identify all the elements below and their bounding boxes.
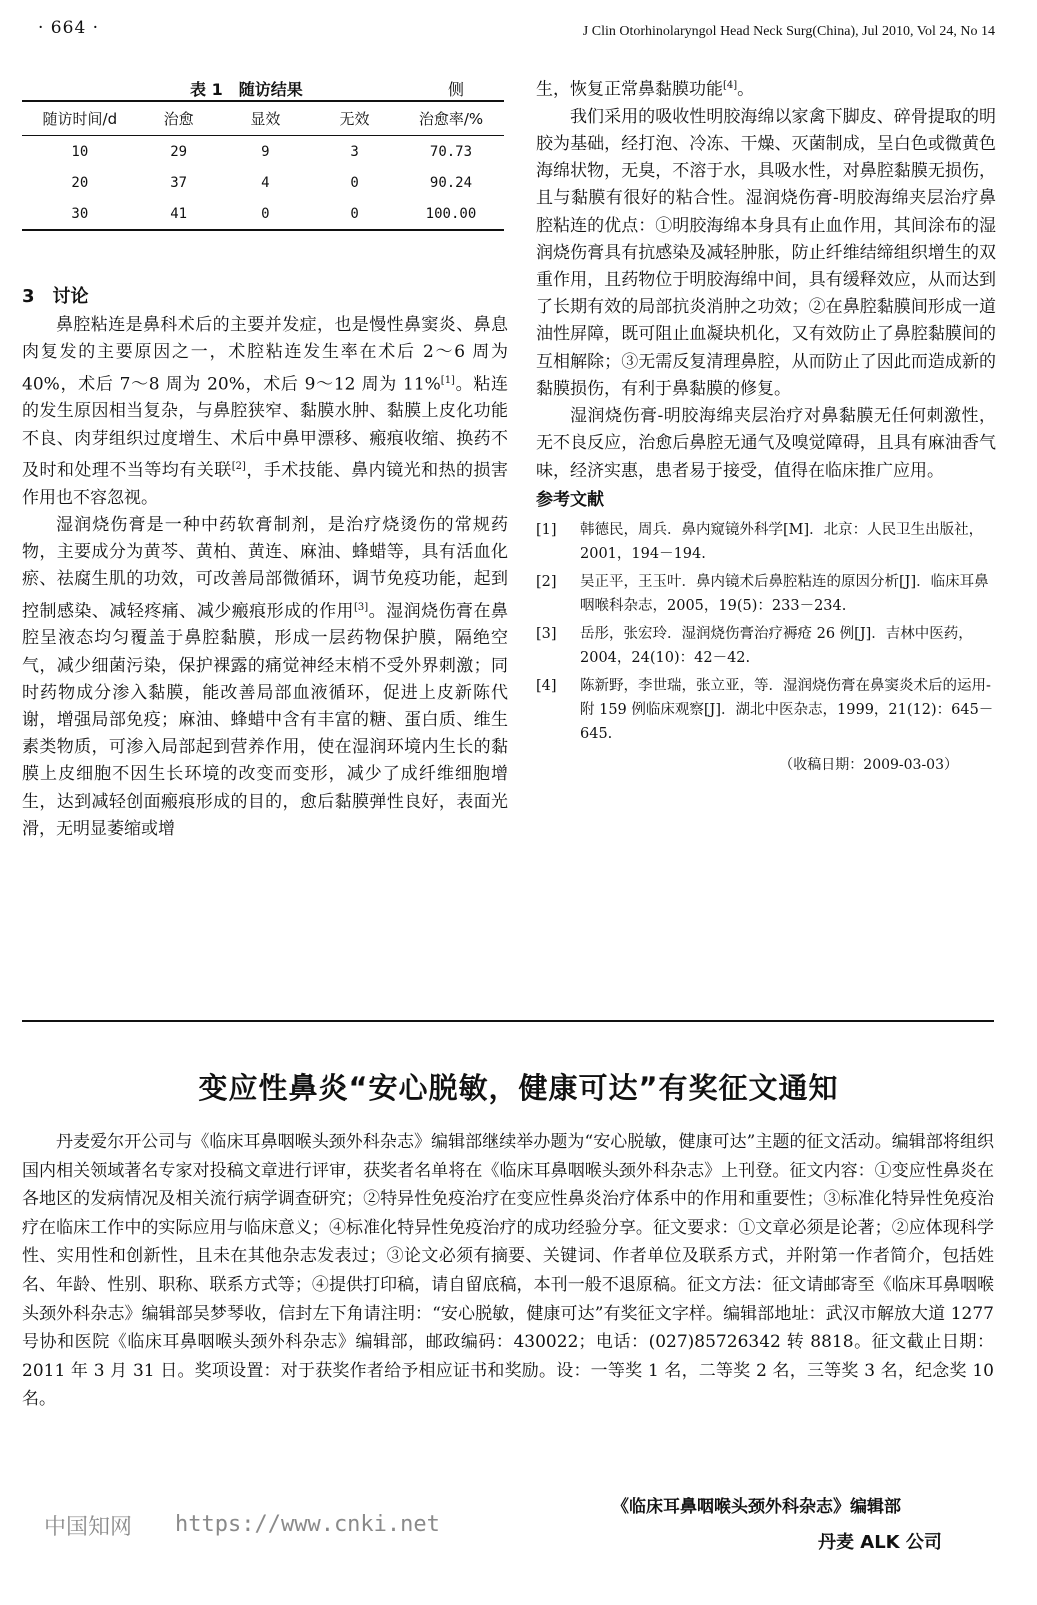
text-run: 。湿润烧伤膏在鼻腔呈液态均匀覆盖于鼻腔黏膜，形成一层药物保护膜，隔绝空气，减少细菌污染，保护裸露的痛觉神经末梢不受外界刺激；同时药物成分渗入黏膜，能改善局部血液循环，促进上皮新陈代谢，增强局部免疫；麻油、蜂蜡中含有丰富的糖、蛋白质、维生素类物质，可渗入局部起到营养作用，使在湿润环境内生长的黏膜上皮细胞不因生长环境的改变而变形，减少了成纤维细胞增生，达到减轻创面瘢痕形成的目的，愈后黏膜弹性良好，表面光滑，无明显萎缩或增 (22, 601, 509, 839)
text-run: ，手术技能、鼻内镜光和热的损害作用也不容忽视。 (22, 460, 509, 508)
discussion-paragraph-2 (22, 512, 508, 843)
signature-company: 丹麦 ALK 公司 (818, 1532, 942, 1553)
table-cell: 41 (138, 198, 220, 230)
table-cell: 0 (350, 174, 359, 191)
table-cell: 3 (350, 143, 359, 160)
text-run: 。 (737, 79, 755, 100)
text-run: 鼻腔粘连是鼻科术后的主要并发症，也是慢性鼻窦炎、鼻息肉复发的主要原因之一，术腔粘连发生率在术后 2～6 周为 40%，术后 7～8 周为 20%，术后 9～12 周为 11% (22, 315, 508, 395)
reference-text: 韩德民，周兵．鼻内窥镜外科学[M]．北京：人民卫生出版社，2001，194－194. (580, 521, 984, 562)
section-heading-discussion: 3 讨论 (22, 286, 89, 307)
received-date: （收稿日期：2009-03-03） (779, 756, 958, 773)
column-header: 随访时间/d (22, 101, 138, 136)
citation: [2] (231, 460, 246, 472)
citation: [1] (440, 374, 455, 386)
references-heading: 参考文献 (536, 489, 604, 510)
reference-number: [3] (536, 625, 557, 642)
section-divider (22, 1020, 994, 1022)
table-cell: 4 (261, 174, 270, 191)
text-run: 。粘连的发生原因相当复杂，与鼻腔狭窄、黏膜水肿、黏膜上皮化功能不良、肉芽组织过度增生、术后中鼻甲漂移、瘢痕收缩、换药不及时和处理不当等均有关联 (22, 374, 509, 481)
table-cell: 100.00 (398, 198, 504, 230)
reference-number: [4] (536, 677, 557, 694)
table-cell: 90.24 (429, 174, 473, 191)
column-header: 治愈率/% (398, 101, 504, 136)
reference-number: [1] (536, 521, 557, 538)
column-header: 显效 (220, 101, 312, 136)
table-cell: 29 (170, 143, 188, 160)
table-header-row (22, 101, 504, 136)
table-cell: 70.73 (429, 143, 473, 160)
table-row (22, 136, 504, 168)
discussion-paragraph-4: 湿润烧伤膏-明胶海绵夹层治疗对鼻黏膜无任何刺激性，无不良反应，治愈后鼻腔无通气及嗅觉障碍，且具有麻油香气味，经济实惠，患者易于接受，值得在临床推广应用。 (536, 406, 996, 481)
reference-text: 岳彤，张宏玲．湿润烧伤膏治疗褥疮 26 例[J]．吉林中医药，2004，24(10)：42－42. (580, 625, 973, 666)
table-cell: 9 (261, 143, 270, 160)
reference-text: 吴正平，王玉叶．鼻内镜术后鼻腔粘连的原因分析[J]．临床耳鼻咽喉科杂志，2005，19(5)：233－234. (580, 573, 989, 614)
citation: [4] (723, 80, 738, 91)
signature-editorial-office: 《临床耳鼻咽喉头颈外科杂志》编辑部 (612, 1497, 901, 1517)
column-header: 无效 (311, 101, 398, 136)
reference-item (536, 674, 996, 746)
journal-running-header: J Clin Otorhinolaryngol Head Neck Surg(China), Jul 2010, Vol 24, No 14 (582, 24, 995, 39)
page-number: · 664 · (38, 18, 100, 38)
table-cell: 37 (170, 174, 188, 191)
reference-item (536, 518, 996, 566)
table-row (22, 167, 504, 198)
table-cell: 0 (220, 198, 312, 230)
table-title: 表 1 随访结果 (190, 80, 303, 99)
table-cell: 10 (71, 143, 89, 160)
text-run: 湿润烧伤膏是一种中药软膏制剂，是治疗烧烫伤的常规药物，主要成分为黄芩、黄柏、黄连、麻油、蜂蜡等，具有活血化瘀、祛腐生肌的功效，可改善局部微循环，调节免疫功能，起到控制感染、减轻疼痛、减少瘢痕形成的作用 (22, 514, 508, 622)
watermark-url: https://www.cnki.net (175, 1512, 440, 1537)
citation: [3] (354, 601, 369, 613)
reference-number: [2] (536, 573, 557, 590)
notice-title: 变应性鼻炎“安心脱敏，健康可达”有奖征文通知 (198, 1071, 839, 1105)
text-run: 生，恢复正常鼻黏膜功能 (536, 79, 723, 100)
watermark-site-name: 中国知网 (44, 1515, 133, 1540)
column-header: 治愈 (138, 101, 220, 136)
discussion-paragraph-3: 我们采用的吸收性明胶海绵以家禽下脚皮、碎骨提取的明胶为基础，经打泡、冷冻、干燥、灭菌制成，呈白色或微黄色海绵状物，无臭，不溶于水，具吸水性，对鼻腔黏膜无损伤，且与黏膜有很好的粘合性。湿润烧伤膏-明胶海绵夹层治疗鼻腔粘连的优点：①明胶海绵本身具有止血作用，其间涂布的湿润烧伤膏具有抗感染及减轻肿胀，防止纤维结缔组织增生的双重作用，且药物位于明胶海绵中间，具有缓释效应，从而达到了长期有效的局部抗炎消肿之功效；②在鼻腔黏膜间形成一道油性屏障，既可阻止血凝块机化，又有效防止了鼻腔黏膜间的互相解除；③无需反复清理鼻腔，从而防止了因此而造成新的黏膜损伤，有利于鼻黏膜的修复。 (536, 106, 996, 399)
table-cell: 0 (311, 198, 398, 230)
left-column (22, 283, 508, 843)
discussion-paragraph-1 (22, 312, 508, 512)
right-column (536, 72, 996, 779)
table-row (22, 198, 504, 230)
table-cell: 30 (22, 198, 138, 230)
table-unit: 侧 (448, 80, 465, 99)
notice-body (22, 1128, 994, 1414)
reference-item (536, 570, 996, 618)
notice-paragraph: 丹麦爱尔开公司与《临床耳鼻咽喉头颈外科杂志》编辑部继续举办题为“安心脱敏，健康可达”主题的征文活动。编辑部将组织国内相关领域著名专家对投稿文章进行评审，获奖者名单将在《临床耳鼻咽喉头颈外科杂志》上刊登。征文内容：①变应性鼻炎在各地区的发病情况及相关流行病学调查研究；②特异性免疫治疗在变应性鼻炎治疗体系中的作用和重要性；③标准化特异性免疫治疗在临床工作中的实际应用与临床意义；④标准化特异性免疫治疗的成功经验分享。征文要求：①文章必须是论著；②应体现科学性、实用性和创新性，且未在其他杂志发表过；③论文必须有摘要、关键词、作者单位及联系方式，并附第一作者简介，包括姓名、年龄、性别、职称、联系方式等；④提供打印稿，请自留底稿，本刊一般不退原稿。征文方法：征文请邮寄至《临床耳鼻咽喉头颈外科杂志》编辑部吴梦琴收，信封左下角请注明：“安心脱敏，健康可达”有奖征文字样。编辑部地址：武汉市解放大道 1277 号协和医院《临床耳鼻咽喉头颈外科杂志》编辑部，邮政编码：430022；电话：(027)85726342 转 8818。征文截止日期：2011 年 3 月 31 日。奖项设置：对于获奖作者给予相应证书和奖励。设：一等奖 1 名，二等奖 2 名，三等奖 3 名，纪念奖 10 名。 (22, 1132, 994, 1410)
table-cell: 20 (71, 174, 89, 191)
reference-text: 陈新野，李世瑞，张立亚，等．湿润烧伤膏在鼻窦炎术后的运用-附 159 例临床观察[J]．湖北中医杂志，1999，21(12)：645－645. (580, 677, 994, 742)
discussion-continuation (536, 72, 996, 104)
results-table (22, 100, 504, 231)
reference-item (536, 622, 996, 670)
